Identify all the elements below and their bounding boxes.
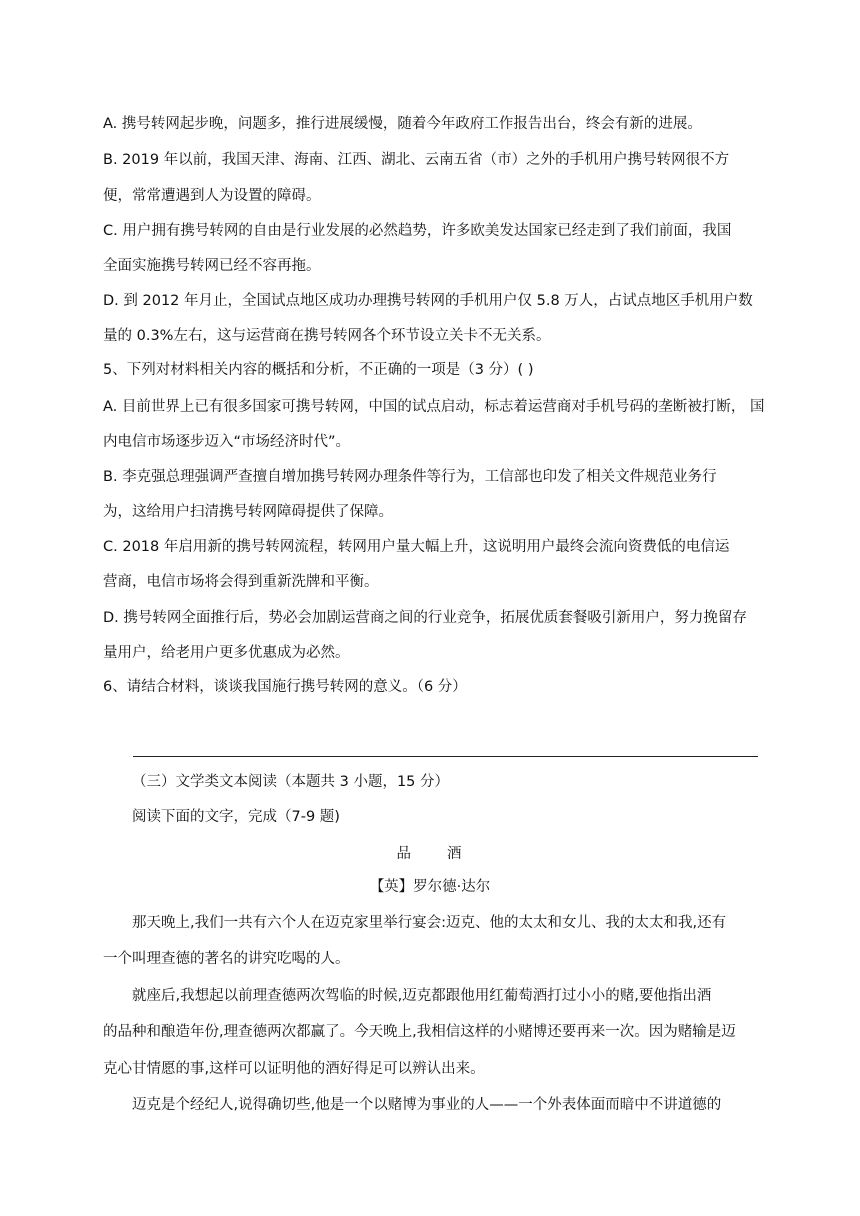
- paragraph-2-line1: 就座后,我想起以前理查德两次驾临的时候,迈克都跟他用红葡萄酒打过小小的赌,要他指出酒: [132, 988, 712, 1004]
- paragraph-1-line2: 一个叫理查德的著名的讲究吃喝的人。: [103, 951, 350, 967]
- q4-option-a: A. 携号转网起步晚，问题多，推行进展缓慢，随着今年政府工作报告出台，终会有新的进展。: [103, 116, 702, 132]
- q5-option-d-line2: 量用户，给老用户更多优惠成为必然。: [103, 645, 350, 661]
- story-title-part2: 酒: [447, 846, 464, 862]
- q5-option-c-line1: C. 2018 年启用新的携号转网流程，转网用户量大幅上升，这说明用户最终会流向资费低的电信运: [103, 539, 730, 555]
- q4-option-b-line1: B. 2019 年以前，我国天津、海南、江西、湖北、云南五省（市）之外的手机用户携号转网很不方: [103, 152, 730, 168]
- q4-option-d-line2: 量的 0.3%左右，这与运营商在携号转网各个环节设立关卡不无关系。: [103, 328, 551, 344]
- q5-option-d-line1: D. 携号转网全面推行后，势必会加剧运营商之间的行业竞争，拓展优质套餐吸引新用户，努力挽留存: [103, 610, 747, 626]
- q6-question: 6、请结合材料，谈谈我国施行携号转网的意义。（6 分）: [103, 679, 467, 695]
- q5-option-a-line2: 内电信市场逐步迈入“市场经济时代”。: [103, 434, 351, 450]
- paragraph-3-line1: 迈克是个经纪人,说得确切些,他是一个以赌博为事业的人——一个外表体面而暗中不讲道德的: [132, 1097, 722, 1113]
- q4-option-c-line2: 全面实施携号转网已经不容再拖。: [103, 258, 321, 274]
- q4-option-d-line1: D. 到 2012 年月止，全国试点地区成功办理携号转网的手机用户仅 5.8 万人，占试点地区手机用户数: [103, 293, 753, 309]
- q5-option-c-line2: 营商，电信市场将会得到重新洗牌和平衡。: [103, 574, 379, 590]
- q4-option-b-line2: 便，常常遭遇到人为设置的障碍。: [103, 188, 321, 204]
- story-author: 【英】罗尔德·达尔: [369, 879, 491, 895]
- q5-option-b-line2: 为，这给用户扫清携号转网障碍提供了保障。: [103, 504, 393, 520]
- story-title-part1: 品: [396, 846, 413, 862]
- paragraph-2-line3: 克心甘情愿的事,这样可以证明他的酒好得足可以辨认出来。: [103, 1061, 485, 1077]
- reading-instruction: 阅读下面的文字，完成（7-9 题): [132, 809, 340, 825]
- q4-option-c-line1: C. 用户拥有携号转网的自由是行业发展的必然趋势，许多欧美发达国家已经走到了我们前面，我国: [103, 223, 732, 239]
- section-divider: [133, 756, 758, 757]
- q5-option-a-line1: A. 目前世界上已有很多国家可携号转网，中国的试点启动，标志着运营商对手机号码的垄断被打断， 国: [103, 399, 765, 415]
- q5-stem: 5、下列对材料相关内容的概括和分析，不正确的一项是（3 分）( ): [103, 362, 534, 378]
- paragraph-1-line1: 那天晚上,我们一共有六个人在迈克家里举行宴会:迈克、他的太太和女儿、我的太太和我,还有: [132, 915, 727, 931]
- q5-option-b-line1: B. 李克强总理强调严查擅自增加携号转网办理条件等行为，工信部也印发了相关文件规范业务行: [103, 469, 717, 485]
- paragraph-2-line2: 的品种和酿造年份,理查德两次都赢了。今天晚上,我相信这样的小赌博还要再来一次。因为赌输是迈: [103, 1024, 736, 1040]
- section-heading: （三）文学类文本阅读（本题共 3 小题，15 分）: [132, 774, 450, 790]
- story-title: [0, 847, 860, 862]
